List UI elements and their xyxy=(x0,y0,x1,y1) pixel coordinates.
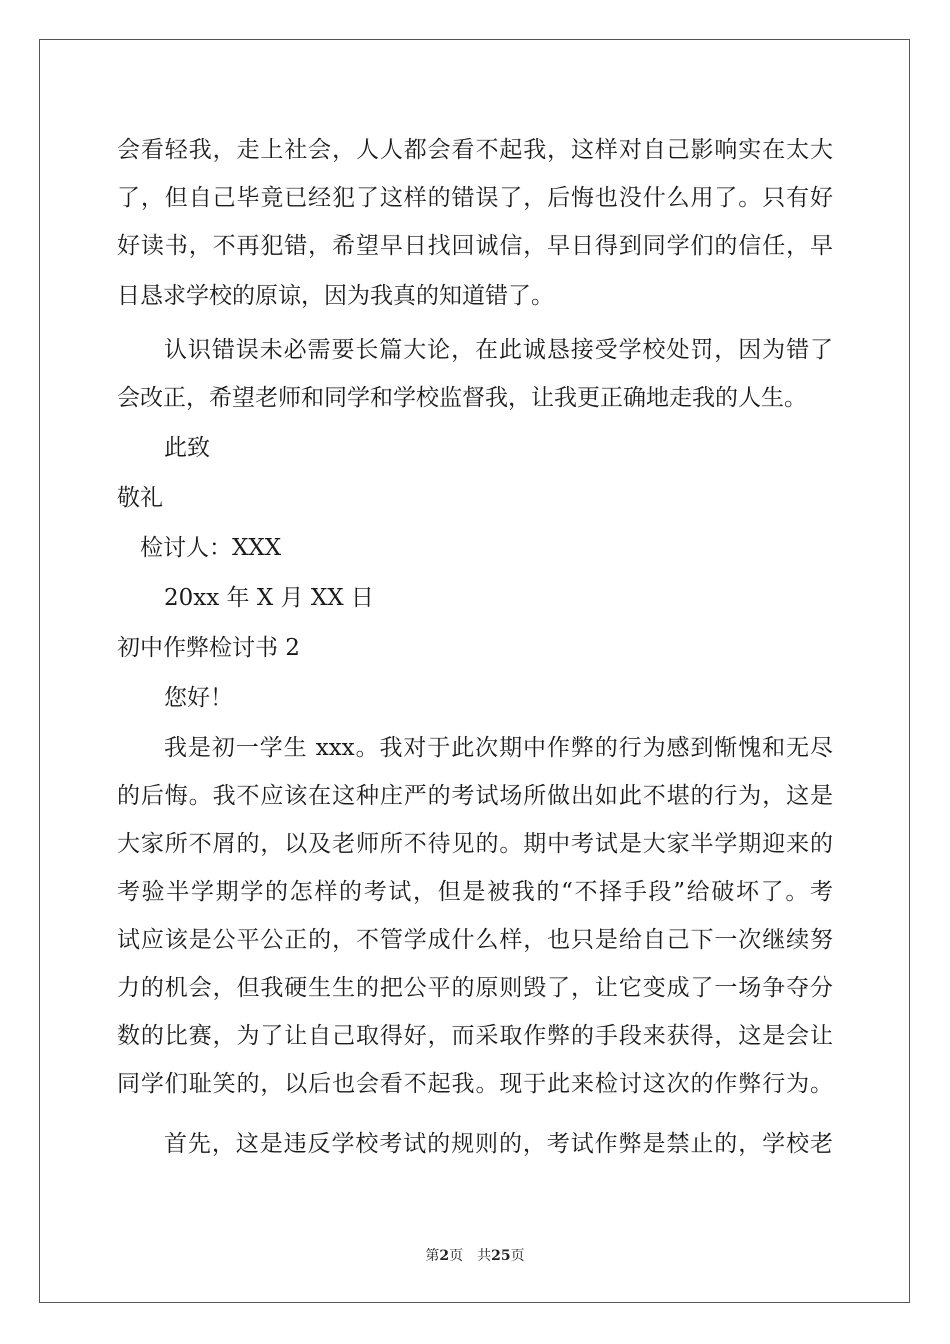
paragraph-start-line: 首先，这是违反学校考试的规则的，考试作弊是禁止的，学校老 xyxy=(164,1131,833,1157)
text-line: 好读书，不再犯错，希望早日找回诚信，早日得到同学们的信任，早 xyxy=(117,233,833,259)
current-page-number: 2 xyxy=(439,1248,450,1264)
paragraph-start-line: 认识错误未必需要长篇大论，在此诚恳接受学校处罚，因为错了 xyxy=(164,337,833,363)
page-border xyxy=(39,39,910,1303)
paragraph-start-line: 我是初一学生 xxx。我对于此次期中作弊的行为感到惭愧和无尽 xyxy=(164,735,833,761)
text-line: 会改正，希望老师和同学和学校监督我，让我更正确地走我的人生。 xyxy=(117,385,807,411)
text-line: 的后悔。我不应该在这种庄严的考试场所做出如此不堪的行为，这是 xyxy=(117,783,833,809)
section-title: 初中作弊检讨书 2 xyxy=(117,635,300,661)
text-line: 同学们耻笑的，以后也会看不起我。现于此来检讨这次的作弊行为。 xyxy=(117,1071,833,1097)
total-page-count: 25 xyxy=(491,1248,511,1264)
closing-salutation: 此致 xyxy=(164,435,210,461)
text-line: 会看轻我，走上社会，人人都会看不起我，这样对自己影响实在太大 xyxy=(117,137,833,163)
date-line: 20xx 年 X 月 XX 日 xyxy=(164,585,374,611)
text-line: 力的机会，但我硬生生的把公平的原则毁了，让它变成了一场争夺分 xyxy=(117,975,833,1001)
footer-suffix: 页 xyxy=(510,1248,525,1264)
text-line: 大家所不屑的，以及老师所不待见的。期中考试是大家半学期迎来的 xyxy=(117,831,833,857)
text-line: 考验半学期学的怎样的考试，但是被我的“不择手段”给破坏了。考 xyxy=(117,879,833,905)
footer-prefix: 第 xyxy=(425,1248,440,1264)
text-line: 日恳求学校的原谅，因为我真的知道错了。 xyxy=(117,283,554,309)
greeting: 您好！ xyxy=(164,685,233,711)
text-line: 了，但自己毕竟已经犯了这样的错误了，后悔也没什么用了。只有好 xyxy=(117,185,833,211)
closing-regards: 敬礼 xyxy=(117,485,163,511)
signature-line: 检讨人：XXX xyxy=(140,535,282,561)
page-footer xyxy=(0,1247,950,1265)
text-line: 数的比赛，为了让自己取得好，而采取作弊的手段来获得，这是会让 xyxy=(117,1023,833,1049)
footer-mid: 页 共 xyxy=(449,1248,492,1264)
text-line: 试应该是公平公正的，不管学成什么样，也只是给自己下一次继续努 xyxy=(117,927,833,953)
